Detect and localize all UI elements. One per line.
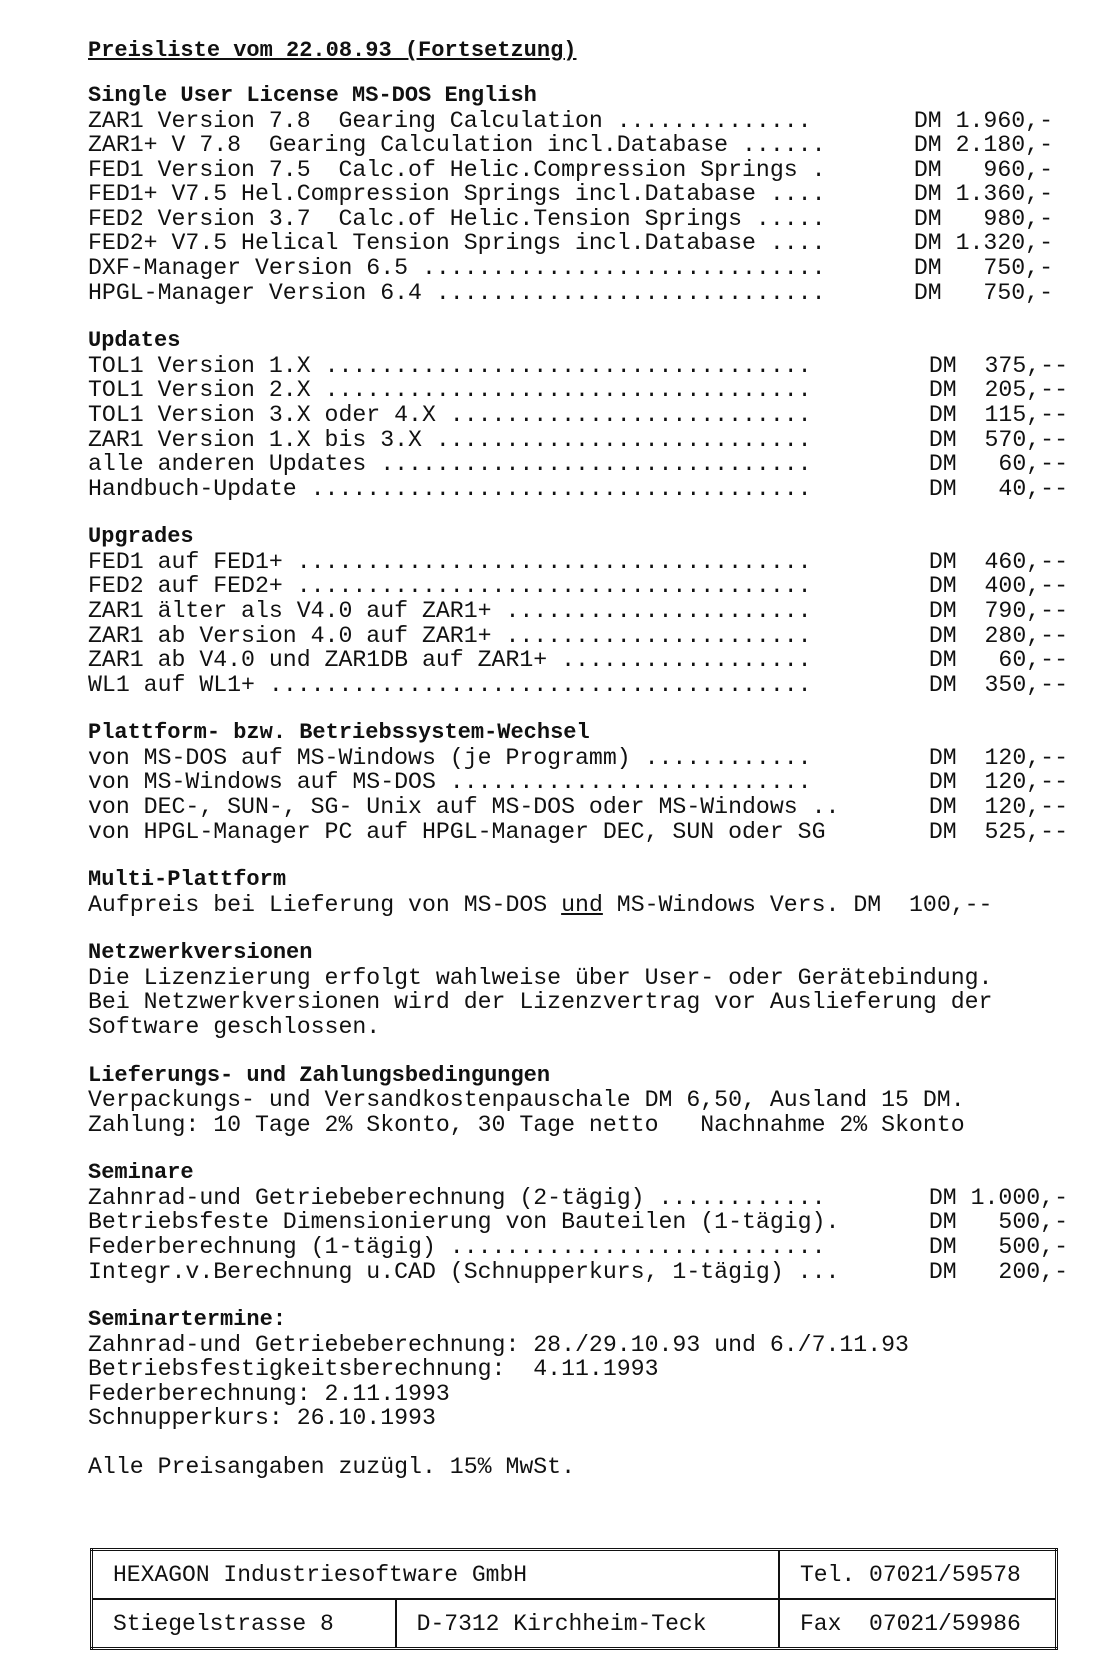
price-row: von MS-Windows auf MS-DOS .......................... DM 120,-- (88, 770, 1068, 796)
price-row: Zahnrad-und Getriebeberechnung (2-tägig) ............ DM 1.000,- (88, 1185, 1068, 1211)
section-upgrades (88, 525, 1078, 697)
company-footer-table (90, 1548, 1058, 1650)
text-line: Verpackungs- und Versandkostenpauschale DM 6,50, Ausland 15 DM. (88, 1088, 965, 1113)
company-name: HEXAGON Industriesoftware GmbH (92, 1550, 780, 1600)
text-line: Federberechnung: 2.11.1993 (88, 1381, 450, 1407)
price-row: FED2+ V7.5 Helical Tension Springs incl.Database .... DM 1.320,- (88, 231, 1053, 257)
price-row: von DEC-, SUN-, SG- Unix auf MS-DOS oder MS-Windows .. DM 120,-- (88, 795, 1068, 820)
section-heading: Seminartermine: (88, 1307, 287, 1333)
price-row: von MS-DOS auf MS-Windows (je Programm) ............ DM 120,-- (88, 745, 1068, 771)
price-row: Federberechnung (1-tägig) ........................... DM 500,- (88, 1235, 1068, 1260)
text-line: Die Lizenzierung erfolgt wahlweise über User- oder Gerätebindung. (88, 965, 993, 991)
price-row: FED1+ V7.5 Hel.Compression Springs incl.Database .... DM 1.360,- (88, 182, 1053, 207)
text-line: Bei Netzwerkversionen wird der Lizenzvertrag vor Auslieferung der (88, 990, 993, 1016)
multi-platform-line: Aufpreis bei Lieferung von MS-DOS und MS-Windows Vers. DM 100,-- (88, 892, 993, 918)
price-row: FED2 auf FED2+ ..................................... DM 400,-- (88, 574, 1068, 599)
price-row: TOL1 Version 1.X ................................... DM 375,-- (88, 353, 1068, 379)
fax-number: Fax 07021/59986 (779, 1599, 1057, 1649)
section-heading: Netzwerkversionen (88, 940, 313, 966)
text-line: Zahnrad-und Getriebeberechnung: 28./29.10.93 und 6./7.11.93 (88, 1332, 909, 1358)
price-row: WL1 auf WL1+ ....................................... DM 350,-- (88, 672, 1068, 698)
footer-row (92, 1550, 1057, 1600)
section-heading: Updates (88, 328, 181, 354)
section-multi-platform (88, 868, 1078, 917)
price-row: HPGL-Manager Version 6.4 ............................ DM 750,- (88, 280, 1053, 306)
price-row: TOL1 Version 2.X ................................... DM 205,-- (88, 378, 1068, 403)
price-row: Betriebsfeste Dimensionierung von Bauteilen (1-tägig). DM 500,- (88, 1210, 1068, 1235)
footer-row (92, 1599, 1057, 1649)
street-address: Stiegelstrasse 8 (92, 1599, 396, 1649)
section-heading: Single User License MS-DOS English (88, 83, 537, 108)
vat-note: Alle Preisangaben zuzügl. 15% MwSt. (88, 1455, 576, 1480)
text-line: Betriebsfestigkeitsberechnung: 4.11.1993 (88, 1357, 659, 1382)
document-title: Preisliste vom 22.08.93 (Fortsetzung) (88, 38, 577, 63)
section-single-user-license (88, 84, 1078, 305)
section-heading: Plattform- bzw. Betriebssystem-Wechsel (88, 720, 590, 746)
price-row: Integr.v.Berechnung u.CAD (Schnupperkurs, 1-tägig) ... DM 200,- (88, 1259, 1068, 1285)
price-row: TOL1 Version 3.X oder 4.X .......................... DM 115,-- (88, 402, 1068, 428)
section-heading: Multi-Plattform (88, 867, 287, 893)
text-line: Zahlung: 10 Tage 2% Skonto, 30 Tage netto Nachnahme 2% Skonto (88, 1112, 965, 1138)
text-line: Schnupperkurs: 26.10.1993 (88, 1406, 436, 1432)
section-network-versions (88, 941, 1078, 1039)
price-row: alle anderen Updates ............................... DM 60,-- (88, 452, 1068, 477)
price-row: ZAR1 älter als V4.0 auf ZAR1+ ...................... DM 790,-- (88, 599, 1068, 624)
section-heading: Upgrades (88, 524, 194, 550)
section-heading: Lieferungs- und Zahlungsbedingungen (88, 1062, 551, 1088)
price-list-page (88, 38, 1078, 1480)
section-platform-change (88, 721, 1078, 844)
price-row: FED1 Version 7.5 Calc.of Helic.Compression Springs . DM 960,- (88, 157, 1053, 183)
price-row: FED1 auf FED1+ ..................................... DM 460,-- (88, 549, 1068, 575)
price-row: FED2 Version 3.7 Calc.of Helic.Tension Springs ..... DM 980,- (88, 206, 1053, 232)
section-updates (88, 329, 1078, 501)
section-heading: Seminare (88, 1160, 194, 1186)
price-row: ZAR1 ab Version 4.0 auf ZAR1+ ...................... DM 280,-- (88, 623, 1068, 649)
price-row: von HPGL-Manager PC auf HPGL-Manager DEC, SUN oder SG DM 525,-- (88, 819, 1068, 845)
price-row: ZAR1 Version 1.X bis 3.X ........................... DM 570,-- (88, 427, 1068, 453)
section-delivery-payment (88, 1064, 1078, 1138)
price-row: Handbuch-Update .................................... DM 40,-- (88, 476, 1068, 502)
price-row: ZAR1+ V 7.8 Gearing Calculation incl.Database ...... DM 2.180,- (88, 133, 1053, 158)
price-row: ZAR1 ab V4.0 und ZAR1DB auf ZAR1+ .................. DM 60,-- (88, 648, 1068, 673)
phone-number: Tel. 07021/59578 (779, 1550, 1057, 1600)
city-address: D-7312 Kirchheim-Teck (396, 1599, 779, 1649)
underlined-word: und (561, 892, 603, 918)
text-line: Software geschlossen. (88, 1015, 381, 1040)
price-row: ZAR1 Version 7.8 Gearing Calculation .............. DM 1.960,- (88, 108, 1053, 134)
section-seminar-dates (88, 1308, 1078, 1431)
section-seminars (88, 1161, 1078, 1284)
price-row: DXF-Manager Version 6.5 ............................. DM 750,- (88, 256, 1053, 281)
